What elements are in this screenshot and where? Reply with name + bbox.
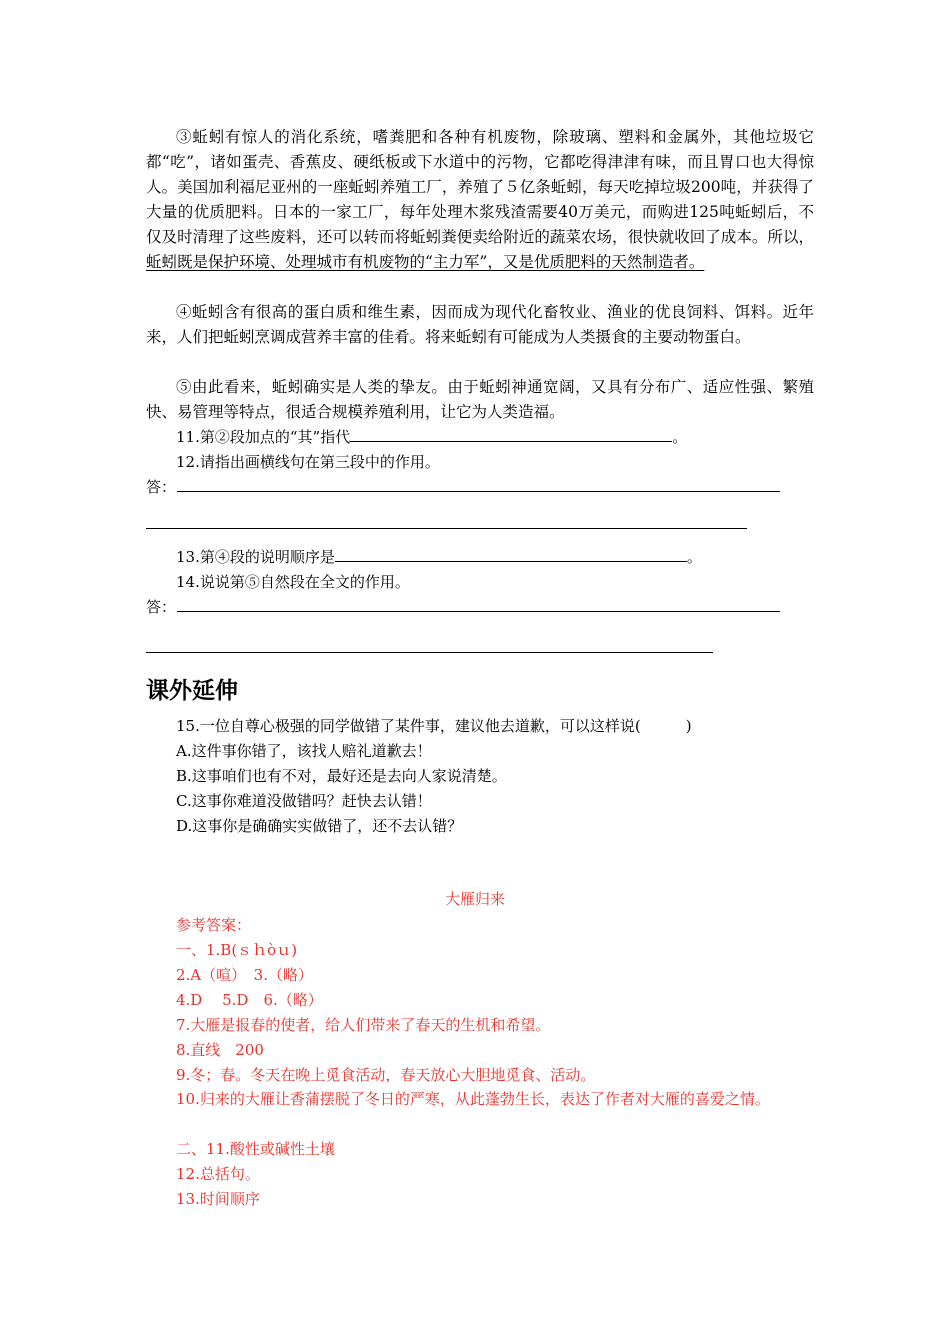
option-b: B.这事咱们也有不对，最好还是去向人家说清楚。 — [176, 767, 507, 785]
answer-line: 二、11.酸性或碱性土壤 — [176, 1140, 335, 1158]
answer-blank-13[interactable] — [335, 546, 687, 562]
question-12: 12.请指出画横线句在第三段中的作用。 — [176, 453, 440, 471]
underlined-sentence: 蚯蚓既是保护环境、处理城市有机废物的“主力军”，又是优质肥料的天然制造者。 — [146, 253, 705, 271]
question-11: 11.第②段加点的“其”指代 。 — [176, 428, 688, 446]
option-c: C.这事你难道没做错吗？赶快去认错！ — [176, 792, 432, 810]
answer-blank-11[interactable] — [350, 426, 672, 442]
answer-line: 4.D 5.D 6.（略） — [176, 991, 323, 1009]
answer-line: 7.大雁是报春的使者，给人们带来了春天的生机和希望。 — [176, 1016, 551, 1034]
answers-title: 大雁归来 — [444, 890, 505, 908]
answer-line: 12.总括句。 — [176, 1165, 260, 1183]
answer-label-14: 答： — [146, 598, 177, 616]
answer-line-12b[interactable] — [146, 528, 747, 529]
paragraph-4: ④蚯蚓含有很高的蛋白质和维生素，因而成为现代化畜牧业、渔业的优良饲料、饵料。近年来，人们把蚯蚓烹调成营养丰富的佳肴。将来蚯蚓有可能成为人类摄食的主要动物蛋白。 — [146, 303, 814, 346]
answer-line: 13.时间顺序 — [176, 1190, 260, 1208]
question-15: 15.一位自尊心极强的同学做错了某件事，建议他去道歉，可以这样说( ) — [176, 717, 692, 735]
answer-label-12: 答： — [146, 478, 177, 496]
question-14: 14.说说第⑤自然段在全文的作用。 — [176, 573, 410, 591]
question-13: 13.第④段的说明顺序是 。 — [176, 548, 702, 566]
answer-line: 一、1.B(ｓｈòｕ) — [176, 941, 298, 959]
option-d: D.这事你是确确实实做错了，还不去认错？ — [176, 817, 463, 835]
answer-10: 10.归来的大雁让香蒲摆脱了冬日的严寒，从此蓬勃生长，表达了作者对大雁的喜爱之情。 — [176, 1090, 770, 1108]
answer-line-12a[interactable] — [177, 491, 780, 492]
option-a: A.这件事你错了，该找人赔礼道歉去！ — [176, 742, 432, 760]
answer-line-14b[interactable] — [146, 652, 713, 653]
answer-line: 8.直线 200 — [176, 1041, 264, 1059]
answer-line-14a[interactable] — [177, 611, 780, 612]
section-heading-extension: 课外延伸 — [146, 678, 238, 704]
answer-line: 9.冬；春。冬天在晚上觅食活动，春天放心大胆地觅食、活动。 — [176, 1066, 596, 1084]
answers-label: 参考答案： — [176, 916, 252, 934]
answer-line: 2.A（喧） 3.（略） — [176, 966, 313, 984]
paragraph-3: ③蚯蚓有惊人的消化系统，嗜粪肥和各种有机废物，除玻璃、塑料和金属外，其他垃圾它都“吃”，诸如蛋壳、香蕉皮、硬纸板或下水道中的污物，它都吃得津津有味，而且胃口也大得惊人。美国加利福尼亚州的一座蚯蚓养殖工厂，养殖了５亿条蚯蚓，每天吃掉垃圾200吨，并获得了大量的优质肥料。日本的一家工厂，每年处理木浆残渣需要40万美元，而购进125吨蚯蚓后，不仅及时清理了这些废料，还可以转而将蚯蚓粪便卖给附近的蔬菜农场，很快就收回了成本。所以，蚯蚓既是保护环境、处理城市有机废物的“主力军”，又是优质肥料的天然制造者。 — [146, 128, 814, 271]
paragraph-5: ⑤由此看来，蚯蚓确实是人类的挚友。由于蚯蚓神通宽阔，又具有分布广、适应性强、繁殖快、易管理等特点，很适合规模养殖利用，让它为人类造福。 — [146, 378, 814, 421]
